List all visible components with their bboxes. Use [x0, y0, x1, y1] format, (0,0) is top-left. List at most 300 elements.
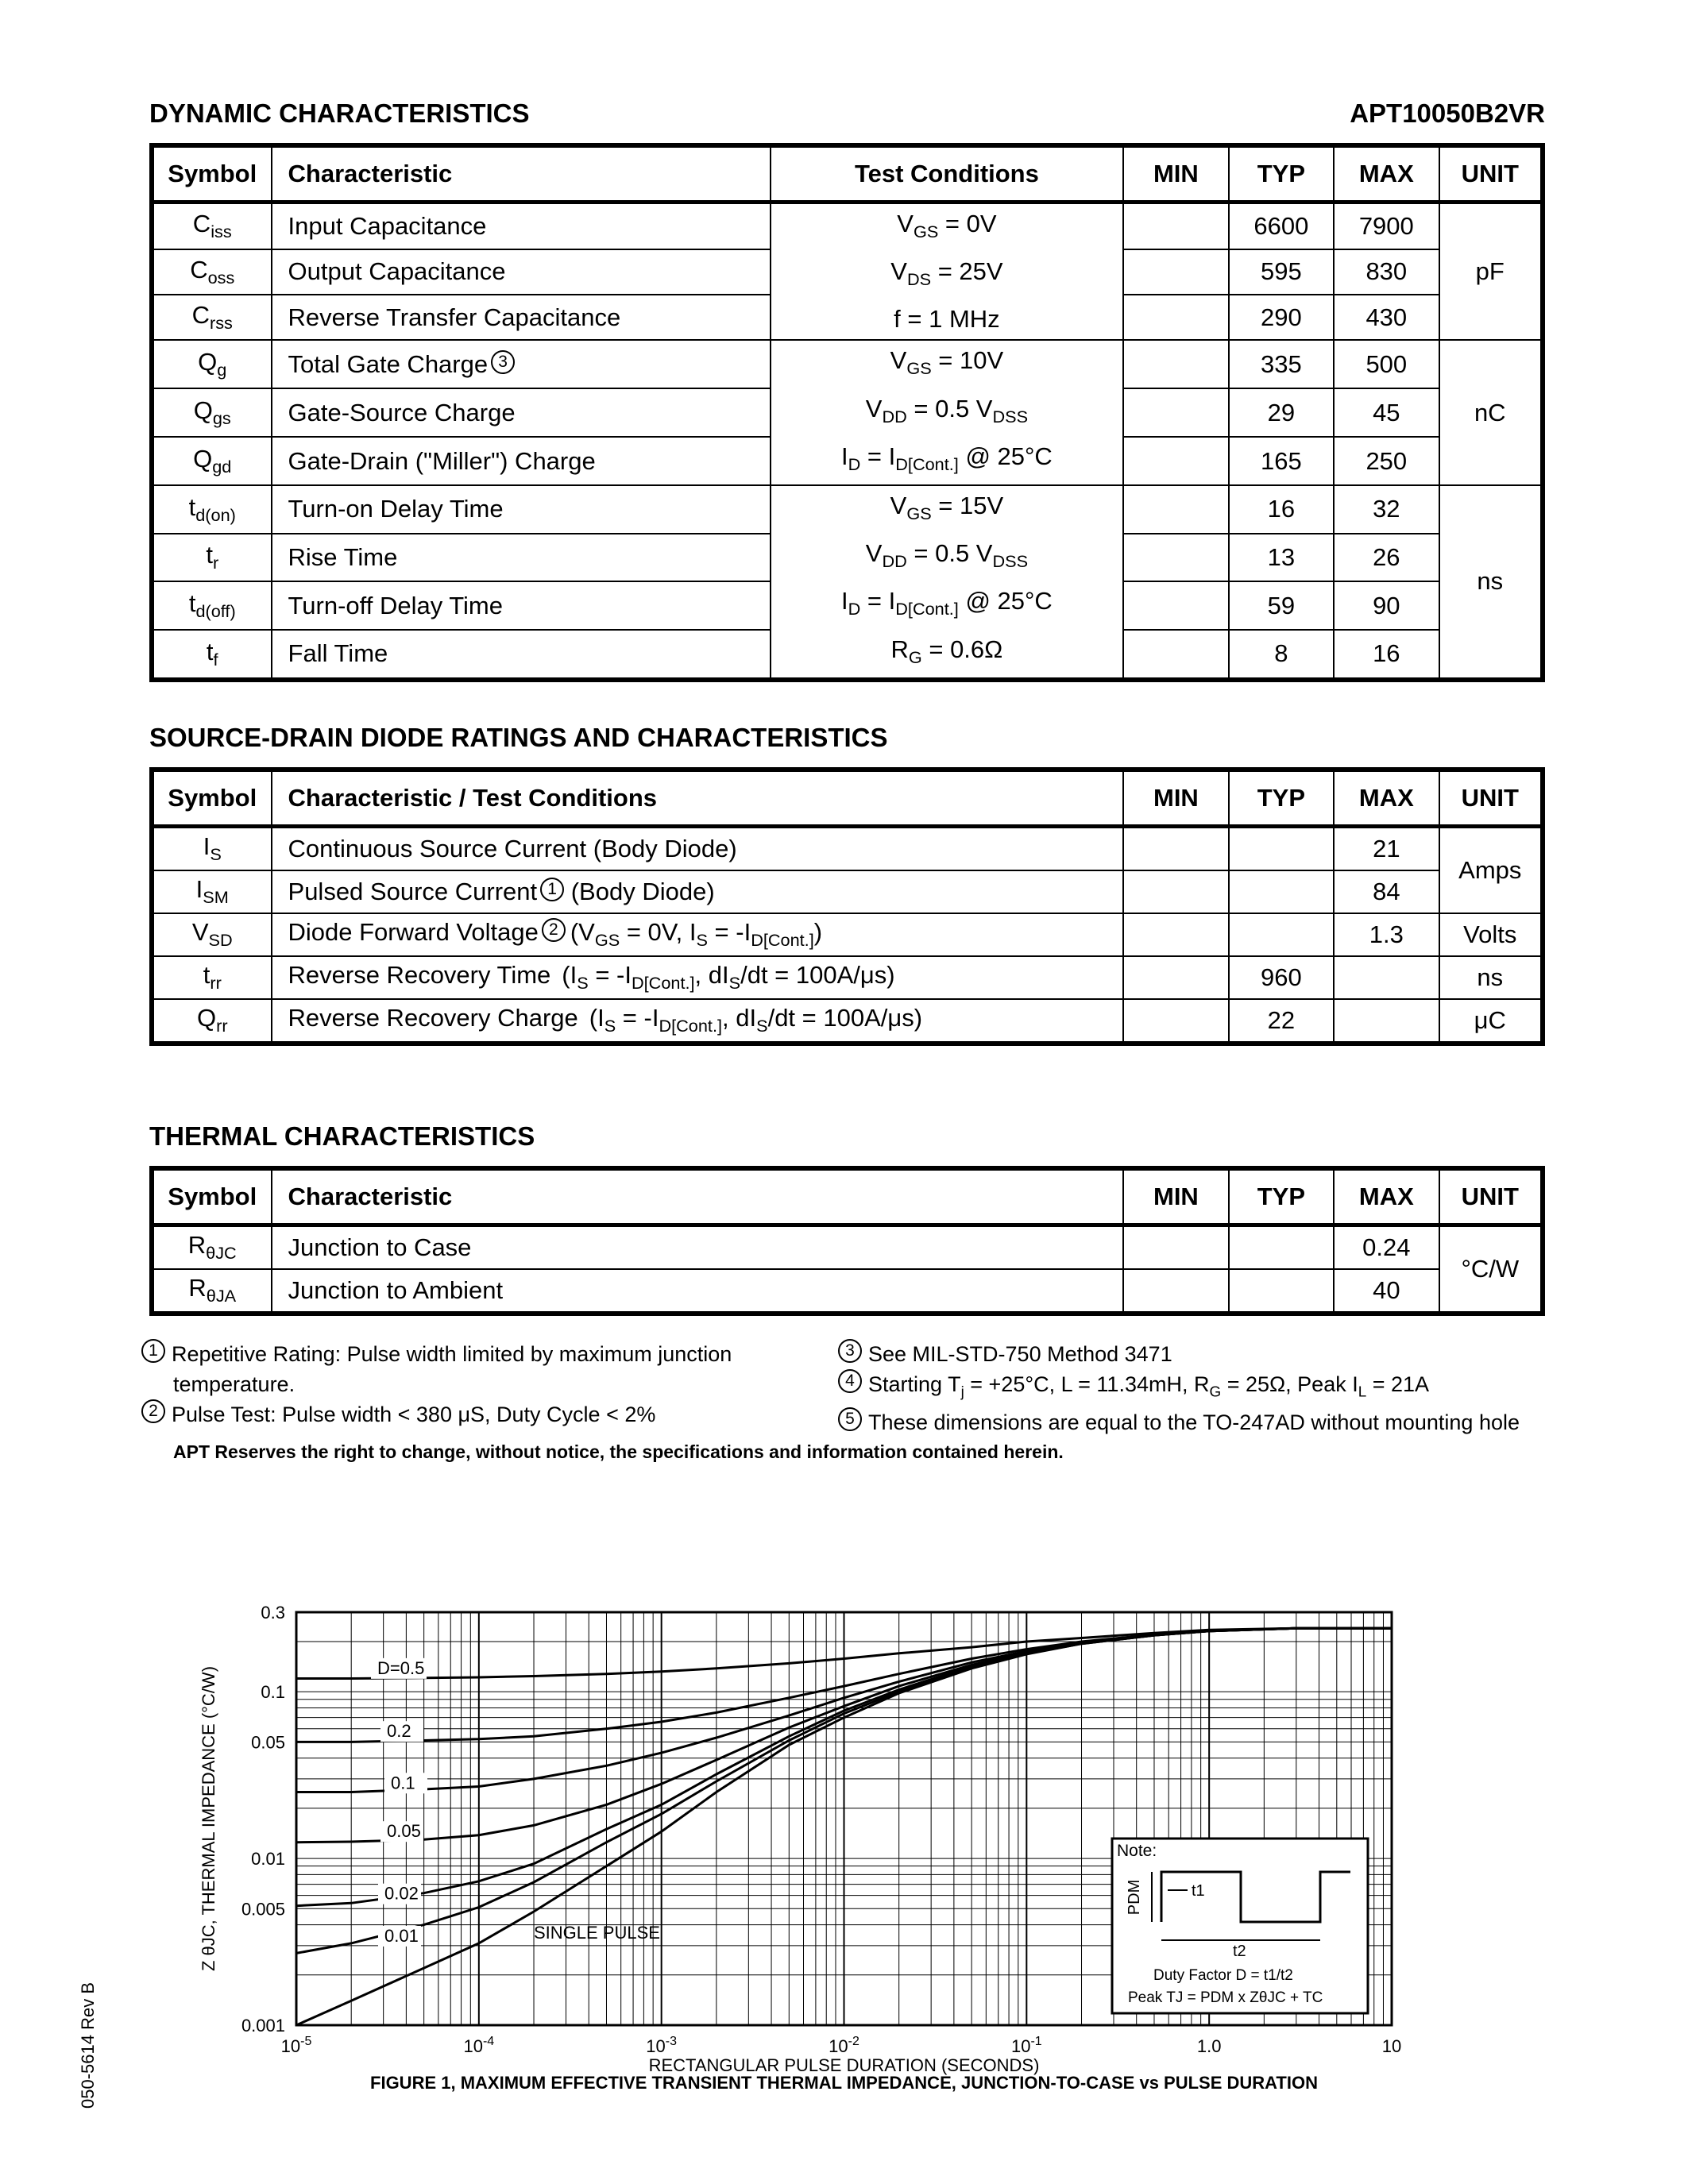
- condition-line: [771, 389, 1123, 437]
- characteristic-cell: [272, 295, 771, 340]
- note-2: [838, 1339, 1553, 1437]
- note-1: [141, 1339, 856, 1430]
- min-cell: [1123, 437, 1228, 485]
- typ-cell: [1229, 1225, 1334, 1270]
- text-run: V: [897, 210, 914, 237]
- symbol-cell: [152, 534, 272, 582]
- thermal-impedance-chart: [0, 1580, 1688, 2120]
- characteristic-cell: [272, 534, 771, 582]
- text-run: /dt = 100A/μs): [740, 961, 895, 990]
- condition-line: [771, 486, 1123, 534]
- text-run: = 25Ω, Peak I: [1221, 1372, 1358, 1396]
- pdm-label: PDM: [1126, 1879, 1143, 1916]
- min-cell: [1123, 340, 1228, 388]
- text-run: = 0.6Ω: [921, 635, 1003, 663]
- y-tick-label: 0.01: [251, 1849, 285, 1870]
- symbol-letter: Q: [193, 396, 213, 425]
- text-run: = 0V: [938, 210, 997, 237]
- symbol-cell: [152, 870, 272, 913]
- note-ref-icon: 2: [542, 918, 566, 942]
- symbol-letter: V: [191, 918, 209, 947]
- max-cell: 84: [1334, 870, 1439, 913]
- text-run: = 15V: [931, 491, 1004, 519]
- x-tick-label: $10^{-1}$: [1010, 2035, 1042, 2056]
- symbol-subscript: rss: [209, 313, 233, 334]
- characteristic-cell: [272, 956, 1124, 999]
- symbol-cell: [152, 295, 272, 340]
- subscript: S: [604, 1016, 616, 1036]
- reserve-notice: APT Reserves the right to change, without notice, the specifications and information contained herein.: [173, 1441, 1064, 1462]
- typ-cell: 335: [1229, 340, 1334, 388]
- test-condition-cell: [771, 485, 1124, 680]
- min-cell: [1123, 1225, 1228, 1270]
- characteristic-name: Reverse Recovery Charge: [288, 1004, 578, 1032]
- subscript: S: [577, 973, 589, 994]
- symbol-subscript: S: [210, 844, 222, 865]
- note-text: See MIL-STD-750 Method 3471: [868, 1342, 1172, 1366]
- symbol-cell: [152, 203, 272, 249]
- symbol-letter: t: [188, 588, 196, 617]
- symbol-cell: [152, 827, 272, 871]
- col-symbol: Symbol: [152, 1168, 272, 1225]
- typ-cell: 29: [1229, 388, 1334, 437]
- characteristic-cell: [272, 388, 771, 437]
- symbol-letter: R: [187, 1231, 207, 1260]
- max-cell: 40: [1334, 1269, 1439, 1314]
- text-run: V: [865, 394, 883, 423]
- text-run: , dI: [722, 1004, 757, 1032]
- min-cell: [1123, 249, 1228, 295]
- text-run: = 25V: [931, 257, 1003, 286]
- typ-cell: 290: [1229, 295, 1334, 340]
- symbol-subscript: θJC: [206, 1243, 237, 1264]
- characteristic-name: Output Capacitance: [288, 257, 506, 286]
- note-text: temperature.: [173, 1372, 295, 1396]
- y-tick-label: 0.05: [251, 1732, 285, 1753]
- text-run: @ 25°C: [958, 587, 1053, 615]
- text-run: = 0.5 V: [906, 394, 993, 423]
- table-row: [152, 340, 1543, 388]
- col-min: MIN: [1123, 1168, 1228, 1225]
- symbol-cell: [152, 1225, 272, 1270]
- note-number: 2: [141, 1399, 165, 1423]
- unit-cell: ns: [1439, 956, 1543, 999]
- series-label: 0.1: [391, 1773, 415, 1793]
- min-cell: [1123, 999, 1228, 1044]
- col-test: Test Conditions: [771, 145, 1124, 203]
- note-text: These dimensions are equal to the TO-247AD without mounting hole: [868, 1410, 1520, 1435]
- note-ref-icon: 3: [491, 350, 515, 374]
- text-run: V: [890, 257, 907, 286]
- subscript: DSS: [992, 406, 1029, 426]
- subscript: D[Cont.]: [895, 453, 959, 474]
- condition: [589, 1004, 923, 1036]
- characteristic-name: Input Capacitance: [288, 211, 487, 240]
- characteristic-cell: [272, 437, 771, 485]
- x-tick-label: $10^{-5}$: [280, 2035, 312, 2056]
- max-cell: 1.3: [1334, 913, 1439, 956]
- x-tick-label: $10^{-2}$: [829, 2035, 859, 2056]
- note-text: [868, 1372, 1430, 1401]
- col-symbol: Symbol: [152, 145, 272, 203]
- text-run: = I: [860, 442, 896, 470]
- condition-line: [771, 252, 1123, 299]
- subscript: DSS: [992, 551, 1029, 572]
- col-characteristic: Characteristic: [272, 1168, 1124, 1225]
- col-unit: UNIT: [1439, 770, 1543, 827]
- text-run: (I: [562, 961, 577, 990]
- unit-cell: μC: [1439, 999, 1543, 1044]
- characteristic-cell: [272, 203, 771, 249]
- characteristic-cell: [272, 913, 1124, 956]
- min-cell: [1123, 485, 1228, 534]
- text-run: = 0.5 V: [906, 539, 993, 568]
- col-characteristic: Characteristic / Test Conditions: [272, 770, 1124, 827]
- condition-line: [771, 341, 1123, 388]
- min-cell: [1123, 913, 1228, 956]
- text-run: = -I: [616, 1004, 659, 1032]
- thermal-table: [149, 1166, 1545, 1316]
- min-cell: [1123, 295, 1228, 340]
- text-run: I: [841, 587, 848, 615]
- condition-line: [771, 299, 1123, 339]
- typ-cell: [1229, 913, 1334, 956]
- unit-cell: °C/W: [1439, 1225, 1543, 1314]
- characteristic-cell: [272, 485, 771, 534]
- subscript: G: [908, 646, 922, 667]
- section-title-diode: SOURCE-DRAIN DIODE RATINGS AND CHARACTERISTICS: [149, 723, 888, 752]
- typ-cell: [1229, 870, 1334, 913]
- series-label: 0.2: [387, 1721, 411, 1742]
- condition: [562, 961, 895, 994]
- typ-cell: 6600: [1229, 203, 1334, 249]
- text-run: , dI: [694, 961, 729, 990]
- max-cell: 430: [1334, 295, 1439, 340]
- typ-cell: [1229, 827, 1334, 871]
- section-title-dynamic: DYNAMIC CHARACTERISTICS: [149, 98, 530, 128]
- text-run: ): [813, 918, 823, 947]
- min-cell: [1123, 203, 1228, 249]
- min-cell: [1123, 1269, 1228, 1314]
- text-run: = 10V: [931, 346, 1004, 375]
- symbol-subscript: gd: [212, 457, 232, 477]
- condition: [570, 918, 823, 951]
- unit-cell: pF: [1439, 203, 1543, 341]
- side-label: 050-5614 Rev B: [78, 1982, 98, 2109]
- condition-line: [771, 581, 1123, 629]
- col-min: MIN: [1123, 145, 1228, 203]
- text-run: f = 1 MHz: [894, 305, 1000, 334]
- text-run: (V: [570, 918, 595, 947]
- subscript: DS: [906, 269, 932, 290]
- min-cell: [1123, 388, 1228, 437]
- symbol-letter: Q: [198, 348, 218, 376]
- condition-line: [771, 630, 1123, 677]
- table-row: [152, 956, 1543, 999]
- col-characteristic: Characteristic: [272, 145, 771, 203]
- subscript: j: [960, 1383, 964, 1401]
- note-number: 1: [141, 1339, 165, 1363]
- max-cell: [1334, 999, 1439, 1044]
- subscript: L: [1358, 1383, 1367, 1401]
- note-ref-icon: 1: [540, 878, 564, 901]
- note-title: Note:: [1117, 1842, 1157, 1860]
- text-run: V: [890, 491, 907, 519]
- symbol-cell: [152, 581, 272, 630]
- unit-cell: ns: [1439, 485, 1543, 680]
- y-tick-label: 0.005: [241, 1899, 285, 1920]
- x-axis-label: RECTANGULAR PULSE DURATION (SECONDS): [648, 2055, 1040, 2075]
- peak-formula: Peak TJ = PDM x ZθJC + TC: [1128, 1989, 1323, 2006]
- text-run: I: [841, 442, 848, 470]
- symbol-cell: [152, 340, 272, 388]
- y-tick-label: 0.001: [241, 2016, 285, 2035]
- min-cell: [1123, 534, 1228, 582]
- characteristic-name: Fall Time: [288, 639, 388, 668]
- symbol-subscript: g: [217, 360, 227, 380]
- characteristic-name: Diode Forward Voltage: [288, 918, 539, 947]
- text-run: @ 25°C: [958, 442, 1053, 470]
- max-cell: 45: [1334, 388, 1439, 437]
- max-cell: 16: [1334, 630, 1439, 680]
- col-min: MIN: [1123, 770, 1228, 827]
- t2-label: t2: [1233, 1943, 1246, 1960]
- text-run: = I: [860, 587, 896, 615]
- characteristic-cell: [272, 581, 771, 630]
- symbol-letter: t: [203, 961, 211, 990]
- table-row: [152, 485, 1543, 534]
- subscript: D: [848, 453, 861, 474]
- symbol-cell: [152, 388, 272, 437]
- series-label: 0.01: [384, 1925, 419, 1946]
- text-run: V: [865, 539, 883, 568]
- chart-title: FIGURE 1, MAXIMUM EFFECTIVE TRANSIENT THERMAL IMPEDANCE, JUNCTION-TO-CASE vs PULSE DURATION: [370, 2073, 1318, 2093]
- y-axis-label: Z θJC, THERMAL IMPEDANCE (°C/W): [199, 1665, 218, 1972]
- col-typ: TYP: [1229, 145, 1334, 203]
- min-cell: [1123, 870, 1228, 913]
- symbol-subscript: d(off): [195, 601, 236, 622]
- characteristic-name: Reverse Transfer Capacitance: [288, 303, 621, 331]
- symbol-cell: [152, 485, 272, 534]
- characteristic-cell: Junction to Case: [272, 1225, 1124, 1270]
- symbol-letter: C: [190, 255, 208, 284]
- symbol-subscript: θJA: [206, 1286, 237, 1306]
- table-row: [152, 999, 1543, 1044]
- typ-cell: 16: [1229, 485, 1334, 534]
- symbol-letter: I: [203, 832, 211, 861]
- text-run: = -I: [588, 961, 632, 990]
- symbol-letter: C: [192, 210, 211, 238]
- symbol-cell: [152, 956, 272, 999]
- subscript: S: [696, 930, 708, 951]
- symbol-letter: I: [195, 875, 203, 904]
- characteristic-name: Pulsed Source Current: [288, 878, 538, 905]
- symbol-subscript: rr: [210, 973, 222, 994]
- symbol-subscript: SM: [203, 887, 229, 908]
- typ-cell: 595: [1229, 249, 1334, 295]
- characteristic-cell: Junction to Ambient: [272, 1269, 1124, 1314]
- max-cell: 21: [1334, 827, 1439, 871]
- text-run: V: [890, 346, 907, 375]
- table-row: [152, 827, 1543, 871]
- subscript: DD: [882, 551, 907, 572]
- subscript: D[Cont.]: [631, 973, 695, 994]
- characteristic-name: Continuous Source Current (Body Diode): [288, 835, 737, 862]
- x-tick-label: 1.0: [1196, 2036, 1222, 2056]
- symbol-subscript: f: [213, 649, 218, 669]
- characteristic-name: Rise Time: [288, 542, 398, 571]
- characteristic-name: Total Gate Charge: [288, 349, 489, 378]
- max-cell: [1334, 956, 1439, 999]
- subscript: S: [728, 973, 741, 994]
- symbol-cell: [152, 913, 272, 956]
- table-row: [152, 1225, 1543, 1270]
- text-run: (I: [589, 1004, 605, 1032]
- min-cell: [1123, 827, 1228, 871]
- note-text: Repetitive Rating: Pulse width limited by maximum junction: [172, 1342, 732, 1366]
- series-label: 0.05: [387, 1821, 421, 1842]
- subscript: S: [756, 1016, 768, 1036]
- characteristic-name: Turn-off Delay Time: [288, 591, 503, 619]
- symbol-cell: [152, 437, 272, 485]
- characteristic-name: Reverse Recovery Time: [288, 961, 551, 990]
- diode-table: [149, 767, 1545, 1046]
- text-run: = 0V, I: [620, 918, 697, 947]
- typ-cell: [1229, 1269, 1334, 1314]
- table-row: [152, 1269, 1543, 1314]
- symbol-letter: Q: [193, 444, 213, 473]
- subscript: D: [848, 599, 861, 619]
- text-run: = +25°C, L = 11.34mH, R: [964, 1372, 1210, 1396]
- characteristic-name: Gate-Drain ("Miller") Charge: [288, 446, 596, 475]
- part-number: APT10050B2VR: [1350, 98, 1545, 128]
- characteristic-name: Gate-Source Charge: [288, 398, 516, 426]
- note-text: Pulse Test: Pulse width < 380 μS, Duty Cycle < 2%: [172, 1403, 656, 1426]
- symbol-letter: R: [188, 1274, 207, 1302]
- table-row: [152, 870, 1543, 913]
- subscript: D[Cont.]: [895, 599, 959, 619]
- symbol-cell: [152, 1269, 272, 1314]
- unit-cell: Amps: [1439, 827, 1543, 914]
- subscript: GS: [906, 358, 932, 379]
- subscript: D[Cont.]: [659, 1016, 723, 1036]
- symbol-subscript: iss: [211, 222, 232, 242]
- series-label: 0.02: [384, 1883, 419, 1904]
- max-cell: 7900: [1334, 203, 1439, 249]
- typ-cell: 22: [1229, 999, 1334, 1044]
- condition-line: [771, 437, 1123, 484]
- max-cell: 26: [1334, 534, 1439, 582]
- symbol-subscript: SD: [208, 930, 233, 951]
- max-cell: 250: [1334, 437, 1439, 485]
- section-title-thermal: THERMAL CHARACTERISTICS: [149, 1121, 535, 1151]
- symbol-cell: [152, 630, 272, 680]
- test-condition-cell: [771, 203, 1124, 341]
- symbol-subscript: rr: [216, 1016, 228, 1036]
- condition-line: [771, 534, 1123, 581]
- text-run: R: [890, 635, 909, 663]
- text-run: Starting T: [868, 1372, 961, 1396]
- symbol-cell: [152, 999, 272, 1044]
- unit-cell: nC: [1439, 340, 1543, 485]
- symbol-cell: [152, 249, 272, 295]
- typ-cell: 13: [1229, 534, 1334, 582]
- y-tick-label: 0.1: [261, 1682, 285, 1703]
- col-max: MAX: [1334, 1168, 1439, 1225]
- typ-cell: 8: [1229, 630, 1334, 680]
- text-run: /dt = 100A/μs): [767, 1004, 923, 1032]
- characteristic-cell: [272, 340, 771, 388]
- note-number: 4: [838, 1369, 862, 1393]
- note-number: 5: [838, 1407, 862, 1431]
- x-tick-label: $10^{-4}$: [463, 2035, 495, 2056]
- col-typ: TYP: [1229, 1168, 1334, 1225]
- max-cell: 830: [1334, 249, 1439, 295]
- col-typ: TYP: [1229, 770, 1334, 827]
- col-unit: UNIT: [1439, 145, 1543, 203]
- subscript: DD: [882, 406, 907, 426]
- min-cell: [1123, 630, 1228, 680]
- typ-cell: 960: [1229, 956, 1334, 999]
- table-row: [152, 913, 1543, 956]
- characteristic-cell: [272, 999, 1124, 1044]
- typ-cell: 59: [1229, 581, 1334, 630]
- subscript: GS: [913, 222, 939, 242]
- subscript: D[Cont.]: [751, 930, 814, 951]
- col-unit: UNIT: [1439, 1168, 1543, 1225]
- t1-label: t1: [1192, 1882, 1205, 1900]
- max-cell: 500: [1334, 340, 1439, 388]
- characteristic-cell: [272, 630, 771, 680]
- symbol-subscript: oss: [207, 267, 235, 287]
- symbol-subscript: r: [212, 553, 219, 573]
- note-box: [1112, 1839, 1368, 2013]
- symbol-letter: t: [188, 492, 196, 521]
- col-symbol: Symbol: [152, 770, 272, 827]
- subscript: GS: [594, 930, 620, 951]
- min-cell: [1123, 581, 1228, 630]
- series-label: D=0.5: [377, 1657, 425, 1678]
- min-cell: [1123, 956, 1228, 999]
- x-tick-label: 10: [1381, 2036, 1402, 2056]
- dynamic-table: [149, 143, 1545, 682]
- text-run: = 21A: [1366, 1372, 1430, 1396]
- characteristic-cell: [272, 827, 1124, 871]
- typ-cell: 165: [1229, 437, 1334, 485]
- characteristic-name-suffix: (Body Diode): [564, 878, 715, 905]
- unit-cell: Volts: [1439, 913, 1543, 956]
- symbol-letter: Q: [196, 1004, 217, 1032]
- y-tick-label: 0.3: [261, 1603, 285, 1623]
- condition-line: [771, 204, 1123, 252]
- table-row: [152, 203, 1543, 249]
- symbol-subscript: gs: [212, 408, 231, 429]
- x-tick-label: $10^{-3}$: [646, 2035, 678, 2056]
- subscript: G: [1209, 1383, 1222, 1401]
- col-max: MAX: [1334, 145, 1439, 203]
- characteristic-cell: [272, 249, 771, 295]
- subscript: GS: [906, 504, 932, 524]
- test-condition-cell: [771, 340, 1124, 485]
- col-max: MAX: [1334, 770, 1439, 827]
- max-cell: 90: [1334, 581, 1439, 630]
- text-run: = -I: [707, 918, 751, 947]
- symbol-letter: t: [206, 637, 214, 666]
- symbol-letter: t: [206, 541, 213, 569]
- note-number: 3: [838, 1339, 862, 1363]
- symbol-subscript: d(on): [195, 504, 236, 525]
- series-label: SINGLE PULSE: [534, 1923, 660, 1943]
